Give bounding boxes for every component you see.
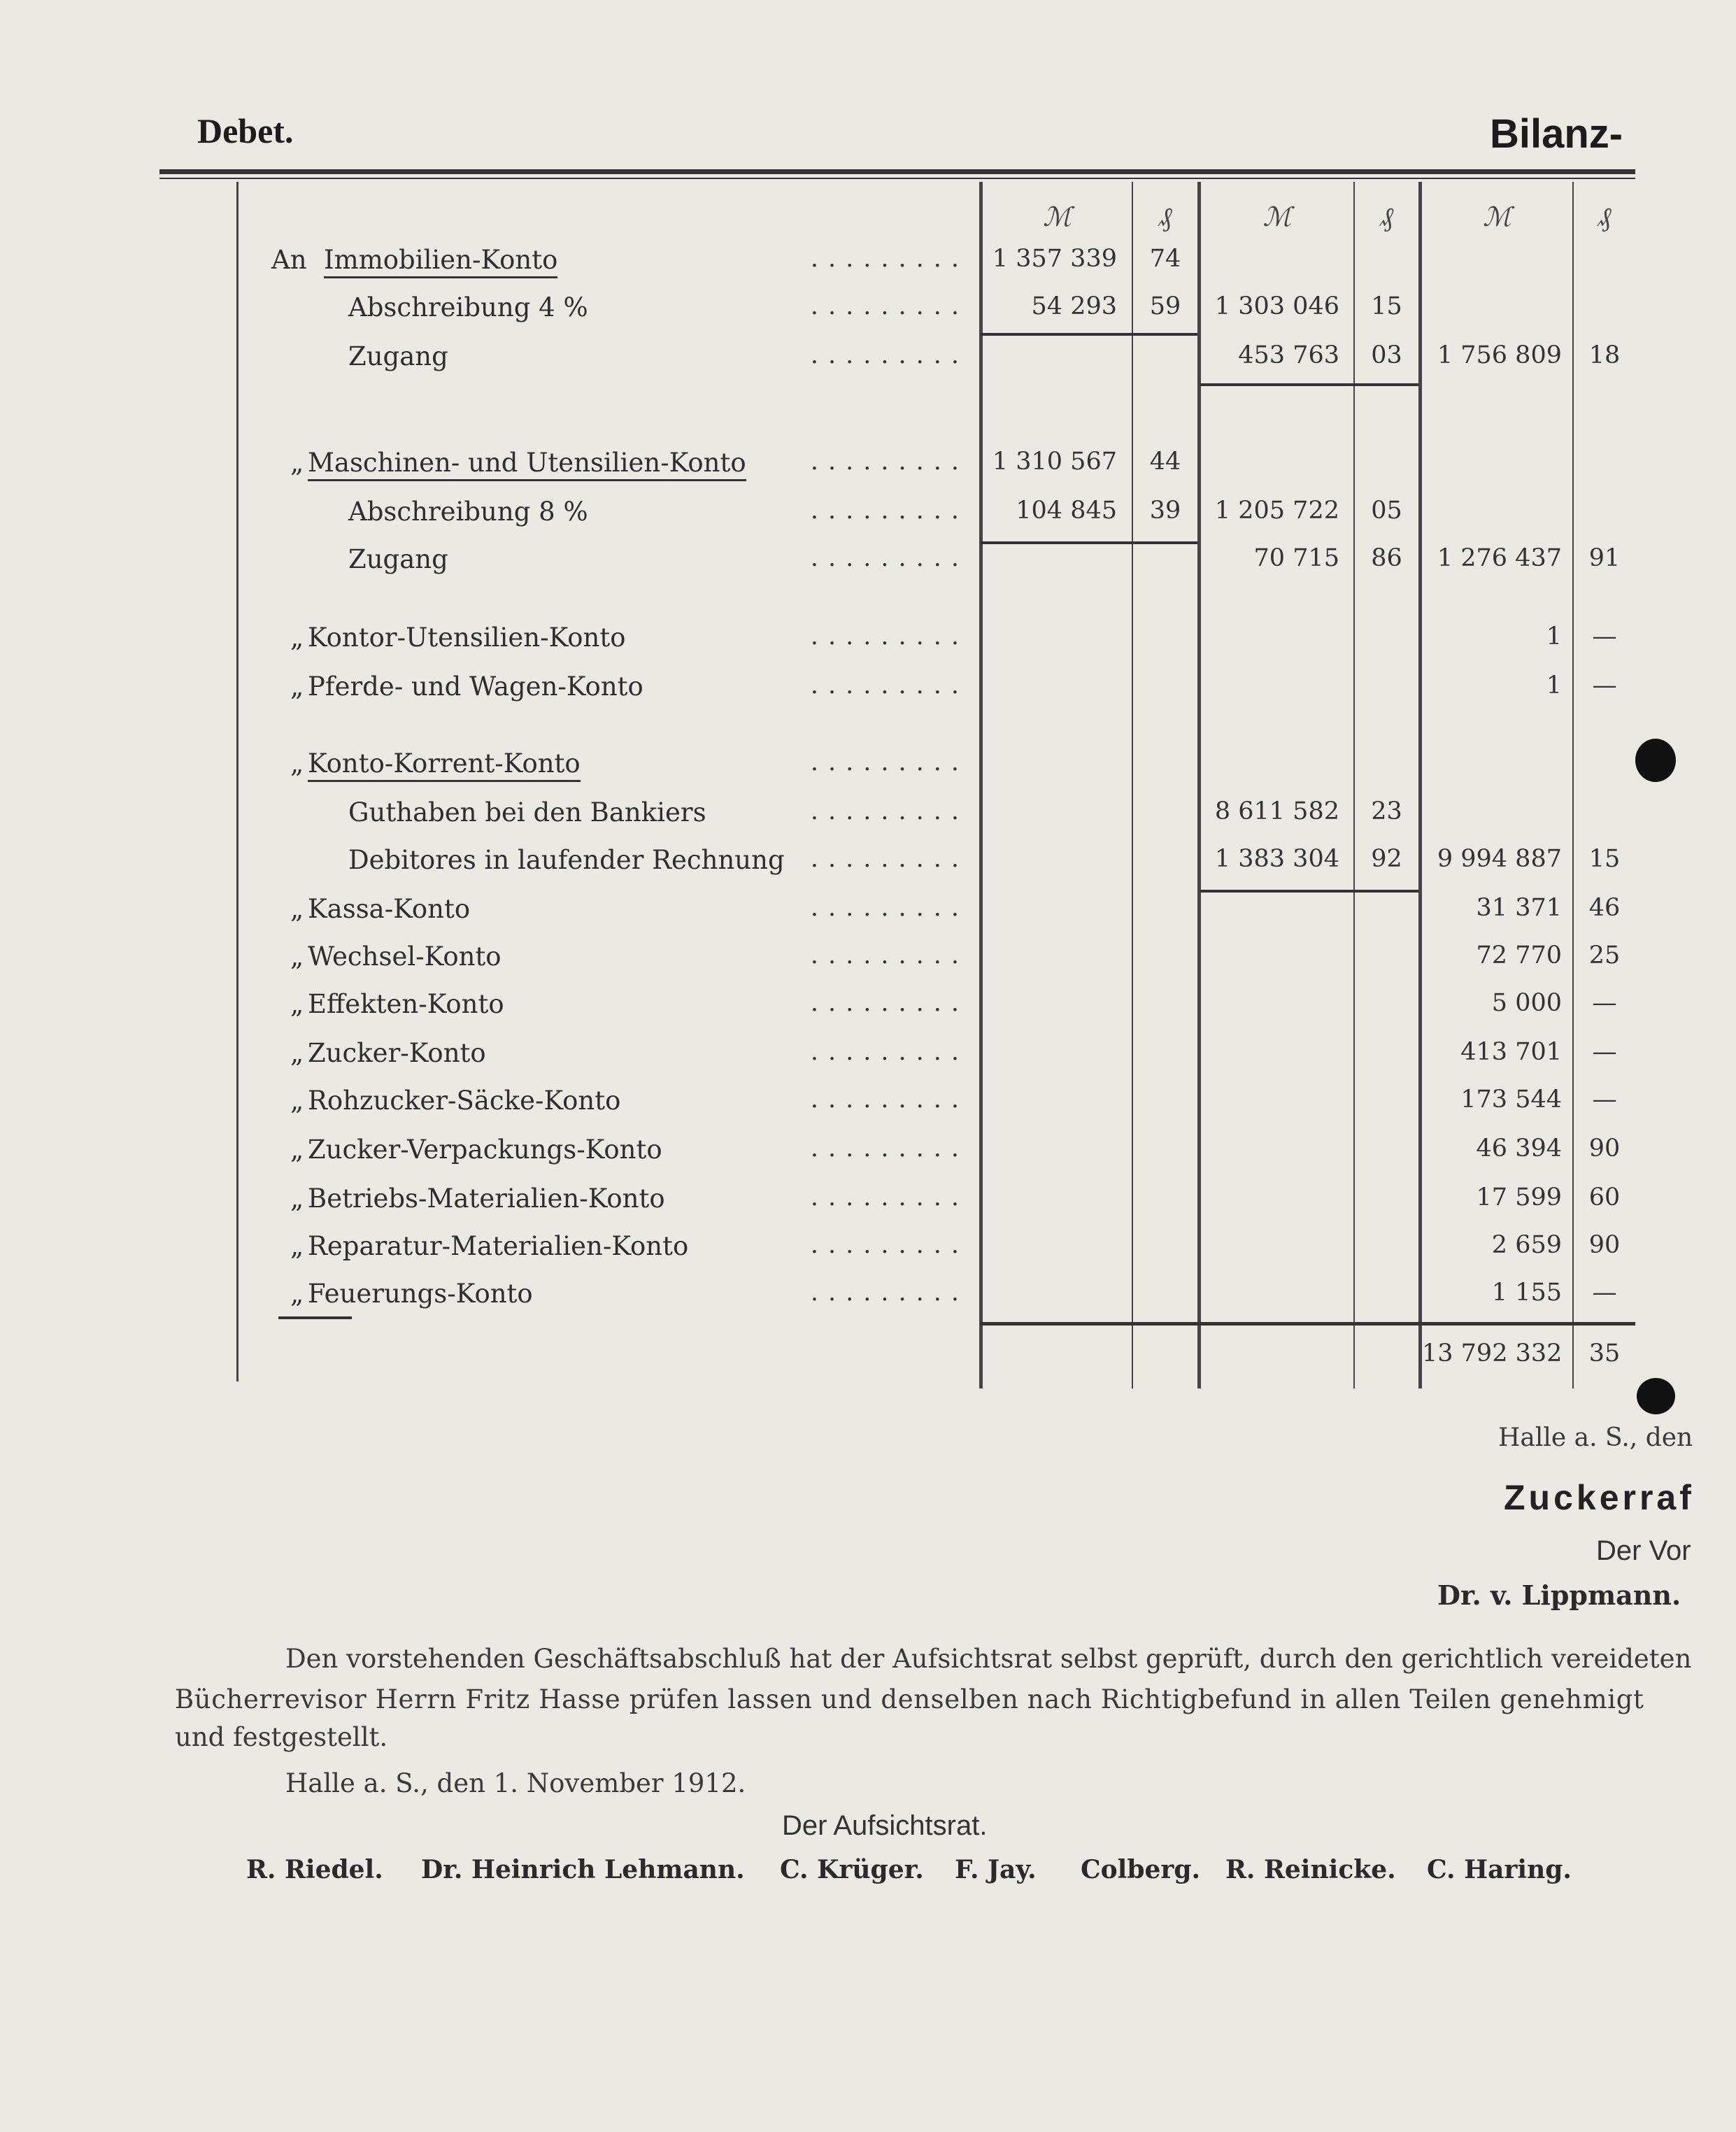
amount-col3: 2 659 <box>1491 1231 1562 1259</box>
account-label: Maschinen- und Utensilien-Konto <box>308 448 746 481</box>
account-label: Abschreibung 4 % <box>348 292 588 322</box>
leader-dots: ......... <box>810 1184 969 1211</box>
account-label: Konto-Korrent-Konto <box>308 748 581 782</box>
account-label: Pferde- und Wagen-Konto <box>308 671 643 702</box>
place-date-line: Halle a. S., den <box>1498 1423 1693 1452</box>
amount-col3: 5 000 <box>1491 989 1562 1017</box>
top-rule-thin <box>159 178 1635 179</box>
amount-col2: 1 383 304 <box>1214 845 1339 873</box>
signature: Dr. Heinrich Lehmann. <box>421 1855 745 1884</box>
pf-col3: — <box>1592 1279 1617 1307</box>
leader-dots: ......... <box>810 748 969 776</box>
amount-col3: 1 756 809 <box>1437 341 1562 369</box>
leader-dots: ......... <box>810 1135 969 1163</box>
column-divider <box>1132 182 1133 1388</box>
pf-col1: 74 <box>1149 245 1181 273</box>
amount-col3: 1 <box>1546 623 1562 651</box>
account-label: Kassa-Konto <box>308 894 471 924</box>
amount-col3: 1 <box>1546 671 1562 699</box>
audit-text-line1: Den vorstehenden Geschäftsabschluß hat der Aufsichtsrat selbst geprüft, durch den gerichtlich vereideten <box>285 1644 1692 1674</box>
amount-col1: 1 357 339 <box>992 245 1117 273</box>
pf-col3: 18 <box>1588 341 1621 369</box>
pf-col1: 44 <box>1149 448 1181 476</box>
row-prefix: „ <box>290 748 304 779</box>
row-prefix: „ <box>290 1231 304 1261</box>
pf-col3: 15 <box>1588 845 1621 873</box>
pf-header: ₰ <box>1158 201 1172 232</box>
amount-col1: 104 845 <box>1016 497 1117 525</box>
subtotal-rule <box>981 333 1197 336</box>
row-prefix: „ <box>290 1086 304 1116</box>
top-rule <box>159 169 1635 174</box>
account-label: Zucker-Konto <box>308 1038 486 1068</box>
signature: C. Haring. <box>1427 1855 1572 1884</box>
pf-col2: 23 <box>1371 797 1402 825</box>
mark-header: ℳ <box>1262 201 1292 232</box>
mark-header: ℳ <box>1043 201 1072 232</box>
pf-col3: 90 <box>1588 1231 1621 1259</box>
row-prefix: „ <box>290 1279 304 1309</box>
leader-dots: ......... <box>810 1231 969 1259</box>
audit-text-line3: und festgestellt. <box>175 1722 388 1752</box>
amount-col3: 31 371 <box>1476 894 1562 922</box>
total-rule <box>981 1322 1635 1326</box>
pf-col3: — <box>1592 989 1617 1017</box>
amount-col3: 17 599 <box>1476 1184 1562 1211</box>
leader-dots: ......... <box>810 989 969 1017</box>
signature: F. Jay. <box>955 1855 1037 1884</box>
amount-col1: 54 293 <box>1031 292 1117 320</box>
subtotal-rule <box>981 541 1197 544</box>
account-label: Zucker-Verpackungs-Konto <box>308 1135 662 1165</box>
row-prefix: „ <box>290 1184 304 1214</box>
account-label: Zugang <box>348 544 448 574</box>
pf-col3: — <box>1592 1038 1617 1066</box>
account-label: Wechsel-Konto <box>308 941 501 972</box>
leader-dots: ......... <box>810 1279 969 1307</box>
row-prefix: „ <box>290 671 304 702</box>
leader-dots: ......... <box>810 797 969 825</box>
row-prefix: „ <box>290 448 304 478</box>
subtotal-rule <box>1200 383 1418 386</box>
amount-col3: 72 770 <box>1476 941 1562 969</box>
row-prefix: „ <box>290 623 304 653</box>
company-name: Zuckerraf <box>1504 1478 1695 1517</box>
debit-heading: Debet. <box>197 111 294 150</box>
pf-header: ₰ <box>1380 201 1393 232</box>
pf-col2: 86 <box>1371 544 1402 572</box>
mark-header: ℳ <box>1483 201 1511 232</box>
signature: R. Reinicke. <box>1225 1855 1396 1884</box>
row-prefix: An <box>271 245 307 275</box>
board-title: Der Vor <box>1596 1535 1691 1566</box>
amount-col2: 8 611 582 <box>1214 797 1339 825</box>
pf-col3: — <box>1592 671 1617 699</box>
amount-col3: 173 544 <box>1460 1086 1562 1114</box>
balance-heading: Bilanz- <box>1490 111 1623 157</box>
pf-col2: 15 <box>1371 292 1402 320</box>
account-label: Guthaben bei den Bankiers <box>348 797 706 827</box>
signature: C. Krüger. <box>780 1855 924 1884</box>
leader-dots: ......... <box>810 845 969 873</box>
pf-col3: — <box>1592 1086 1617 1114</box>
account-label: Immobilien-Konto <box>324 245 557 278</box>
amount-col3: 9 994 887 <box>1437 845 1562 873</box>
pf-col2: 92 <box>1371 845 1402 873</box>
pf-col3: 91 <box>1588 544 1621 572</box>
leader-dots: ......... <box>810 245 969 273</box>
amount-col2: 70 715 <box>1253 544 1339 572</box>
supervisory-board-title: Der Aufsichtsrat. <box>782 1810 988 1841</box>
account-label: Feuerungs-Konto <box>308 1279 533 1309</box>
account-label: Abschreibung 8 % <box>348 497 588 527</box>
leader-dots: ......... <box>810 671 969 699</box>
pf-col3: 90 <box>1588 1135 1621 1163</box>
audit-text-line2: Bücherrevisor Herrn Fritz Hasse prüfen lassen und denselben nach Richtigbefund in allen Teilen genehmigt <box>175 1684 1644 1714</box>
account-label: Kontor-Utensilien-Konto <box>308 623 626 653</box>
row-prefix: „ <box>290 989 304 1019</box>
amount-col2: 1 303 046 <box>1214 292 1339 320</box>
row-prefix: „ <box>290 941 304 972</box>
grand-total-pf: 35 <box>1588 1339 1621 1367</box>
audit-date: Halle a. S., den 1. November 1912. <box>285 1768 746 1798</box>
account-label: Reparatur-Materialien-Konto <box>308 1231 689 1261</box>
account-label: Effekten-Konto <box>308 989 504 1019</box>
signature: Colberg. <box>1081 1855 1201 1884</box>
table-left-line <box>236 182 239 1381</box>
pf-col2: 05 <box>1371 497 1402 525</box>
row-prefix: „ <box>290 1135 304 1165</box>
account-label: Zugang <box>348 341 448 371</box>
leader-dots: ......... <box>810 894 969 922</box>
amount-col3: 1 155 <box>1491 1279 1562 1307</box>
pf-col3: 60 <box>1588 1184 1621 1211</box>
amount-col2: 453 763 <box>1238 341 1339 369</box>
row-prefix: „ <box>290 894 304 924</box>
account-label: Betriebs-Materialien-Konto <box>308 1184 665 1214</box>
leader-dots: ......... <box>810 544 969 572</box>
end-rule <box>278 1316 352 1319</box>
punch-hole <box>1637 1378 1675 1414</box>
pf-header: ₰ <box>1598 201 1612 232</box>
account-label: Debitores in laufender Rechnung <box>348 845 785 875</box>
pf-col1: 39 <box>1149 497 1181 525</box>
leader-dots: ......... <box>810 292 969 320</box>
grand-total: 13 792 332 <box>1422 1339 1563 1367</box>
leader-dots: ......... <box>810 623 969 651</box>
pf-col2: 03 <box>1371 341 1402 369</box>
leader-dots: ......... <box>810 1086 969 1114</box>
amount-col3: 413 701 <box>1460 1038 1562 1066</box>
pf-col3: 46 <box>1588 894 1621 922</box>
leader-dots: ......... <box>810 448 969 476</box>
leader-dots: ......... <box>810 497 969 525</box>
amount-col2: 1 205 722 <box>1214 497 1339 525</box>
row-prefix: „ <box>290 1038 304 1068</box>
pf-col3: — <box>1592 623 1617 651</box>
pf-col1: 59 <box>1149 292 1181 320</box>
pf-col3: 25 <box>1588 941 1621 969</box>
leader-dots: ......... <box>810 1038 969 1066</box>
amount-col3: 1 276 437 <box>1437 544 1562 572</box>
subtotal-rule <box>1200 890 1418 893</box>
column-divider <box>979 182 983 1388</box>
account-label: Rohzucker-Säcke-Konto <box>308 1086 621 1116</box>
leader-dots: ......... <box>810 341 969 369</box>
amount-col3: 46 394 <box>1476 1135 1562 1163</box>
punch-hole <box>1635 739 1676 782</box>
signature: R. Riedel. <box>246 1855 383 1884</box>
director-signature: Dr. v. Lippmann. <box>1437 1579 1681 1611</box>
leader-dots: ......... <box>810 941 969 969</box>
amount-col1: 1 310 567 <box>992 448 1117 476</box>
